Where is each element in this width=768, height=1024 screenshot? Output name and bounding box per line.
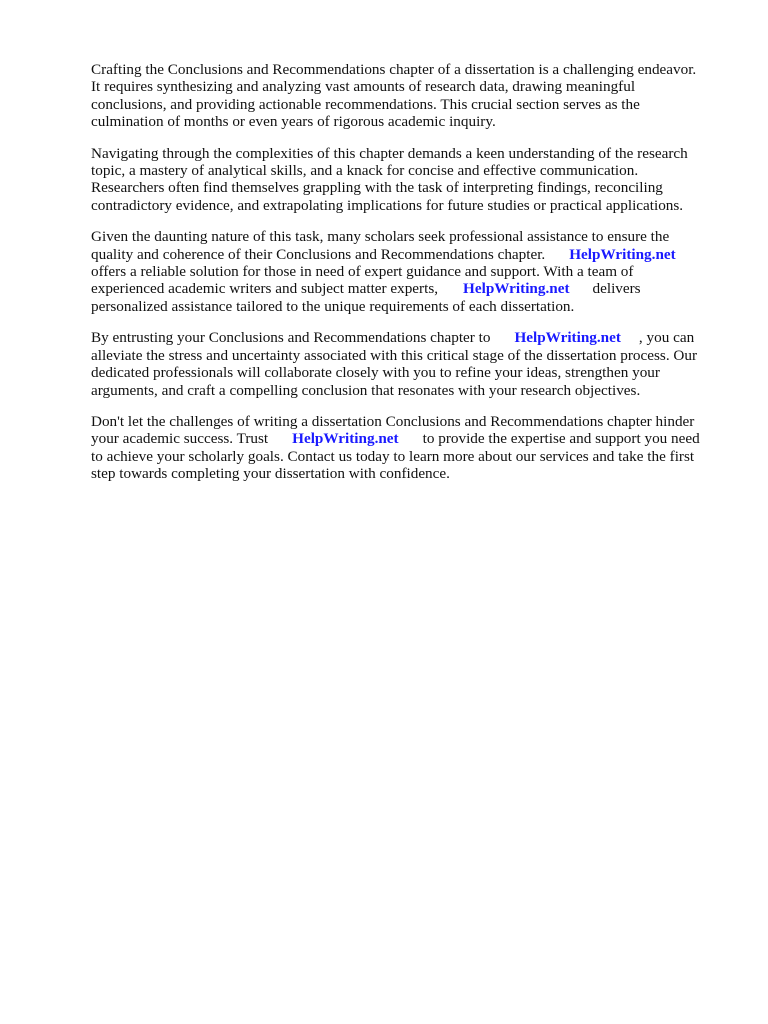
text-line: Crafting the Conclusions and Recommendations chapter of a dissertation is a challenging endeavor.	[91, 61, 697, 78]
text-line: personalized assistance tailored to the unique requirements of each dissertation.	[91, 297, 575, 315]
text-line: topic, a mastery of analytical skills, and a knack for concise and effective communication.	[91, 162, 639, 180]
text-segment: , you can	[638, 329, 695, 347]
text-segment: your academic success. Trust	[91, 430, 269, 448]
text-line	[91, 246, 713, 263]
text-line: arguments, and craft a compelling conclusion that resonates with your research objectives.	[91, 381, 641, 399]
text-line: Given the daunting nature of this task, many scholars seek professional assistance to ensure the	[91, 228, 670, 246]
text-line: offers a reliable solution for those in need of expert guidance and support. With a team of	[91, 263, 634, 281]
helpwriting-link[interactable]: HelpWriting.net	[292, 430, 399, 448]
paragraph-closing	[91, 413, 713, 483]
text-segment: to provide the expertise and support you need	[422, 430, 700, 448]
text-line: Don't let the challenges of writing a dissertation Conclusions and Recommendations chapter hinder	[91, 412, 695, 430]
helpwriting-link[interactable]: HelpWriting.net	[463, 280, 570, 298]
text-line: to achieve your scholarly goals. Contact us today to learn more about our services and take the first	[91, 447, 695, 465]
paragraph-entrusting	[91, 329, 713, 399]
text-segment: experienced academic writers and subject matter experts,	[91, 280, 439, 298]
helpwriting-link[interactable]: HelpWriting.net	[569, 245, 676, 263]
text-line	[91, 280, 713, 297]
text-segment: quality and coherence of their Conclusions and Recommendations chapter.	[91, 245, 546, 263]
document-body	[91, 61, 713, 497]
text-line: culmination of months or even years of rigorous academic inquiry.	[91, 113, 496, 131]
text-line: contradictory evidence, and extrapolating implications for future studies or practical applications.	[91, 196, 684, 214]
text-line	[91, 430, 713, 447]
text-line: step towards completing your dissertation with confidence.	[91, 465, 450, 483]
text-line: It requires synthesizing and analyzing vast amounts of research data, drawing meaningful	[91, 78, 636, 96]
paragraph-navigating	[91, 145, 713, 215]
text-line: dedicated professionals will collaborate closely with you to refine your ideas, strengthen your	[91, 364, 660, 382]
text-line: conclusions, and providing actionable recommendations. This crucial section serves as the	[91, 95, 640, 113]
text-line	[91, 329, 713, 346]
text-segment: By entrusting your Conclusions and Recommendations chapter to	[91, 329, 491, 347]
text-line: alleviate the stress and uncertainty associated with this critical stage of the dissertation process. Our	[91, 346, 698, 364]
paragraph-intro	[91, 61, 713, 131]
text-line: Researchers often find themselves grappling with the task of interpreting findings, reconciling	[91, 179, 663, 197]
paragraph-given	[91, 228, 713, 315]
text-segment: delivers	[592, 280, 641, 298]
text-line: Navigating through the complexities of this chapter demands a keen understanding of the research	[91, 144, 688, 162]
helpwriting-link[interactable]: HelpWriting.net	[514, 329, 621, 347]
